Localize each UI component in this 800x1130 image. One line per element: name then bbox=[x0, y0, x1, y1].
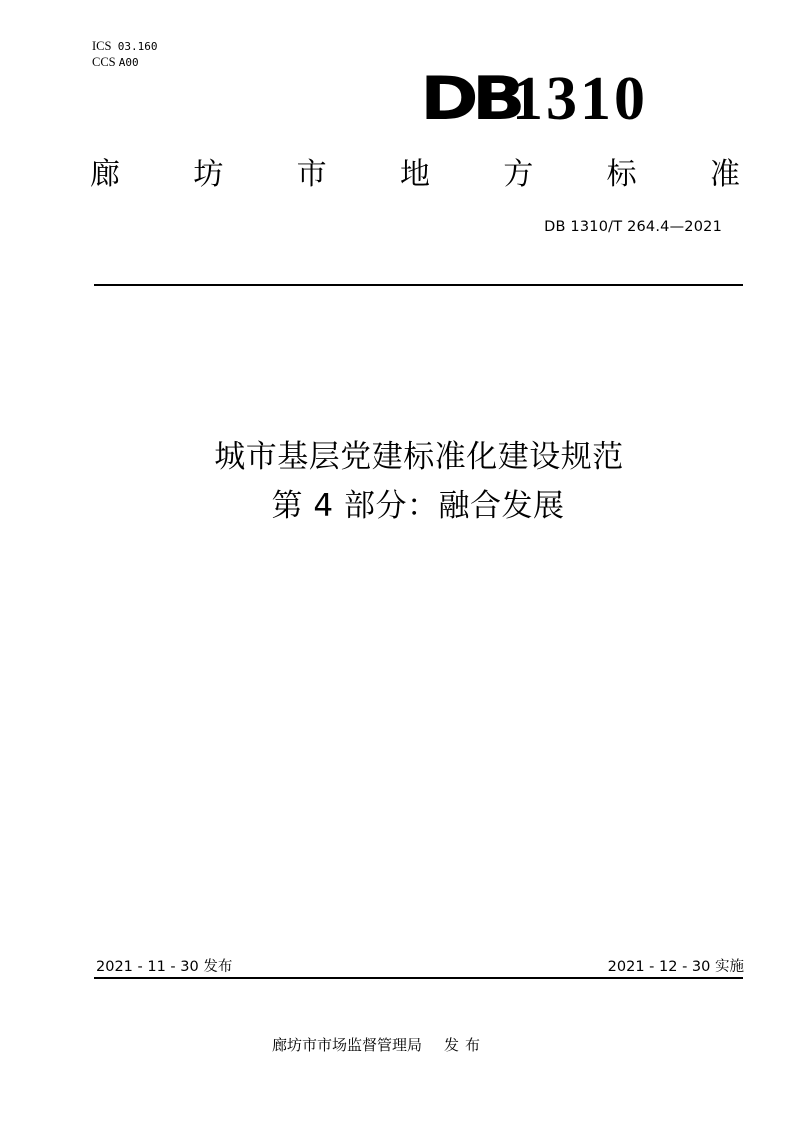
standard-type-char: 市 bbox=[296, 157, 327, 192]
issuer-line bbox=[272, 1034, 486, 1055]
ccs-line bbox=[92, 55, 139, 70]
standard-type-char: 廊 bbox=[90, 157, 120, 192]
effective-date: 2021 - 12 - 30 实施 bbox=[607, 959, 744, 975]
db-logo bbox=[420, 64, 710, 134]
issuer-name: 廊坊市市场监督管理局 bbox=[272, 1036, 423, 1054]
publish-date: 2021 - 11 - 30 发布 bbox=[96, 959, 233, 975]
standard-number: DB 1310/T 264.4—2021 bbox=[544, 219, 722, 235]
standard-type-char: 地 bbox=[399, 157, 430, 192]
ics-label: ICS bbox=[92, 39, 112, 53]
db-region-code: 1310 bbox=[512, 65, 648, 133]
top-divider bbox=[94, 284, 743, 286]
standard-type-char: 准 bbox=[709, 157, 740, 192]
standard-type-char: 方 bbox=[503, 157, 534, 192]
standard-type-char: 标 bbox=[606, 157, 637, 192]
standard-type-heading bbox=[90, 152, 740, 198]
db-mark: DB bbox=[420, 64, 519, 134]
ics-code: 03.160 bbox=[117, 40, 158, 53]
ics-line bbox=[92, 39, 157, 54]
bottom-divider bbox=[94, 977, 743, 979]
document-subtitle: 第 4 部分：融合发展 bbox=[271, 488, 565, 524]
issuer-action: 发布 bbox=[444, 1036, 487, 1054]
standard-type-char: 坊 bbox=[193, 157, 224, 192]
ccs-code: A00 bbox=[118, 56, 139, 69]
ccs-label: CCS bbox=[92, 55, 116, 69]
document-title: 城市基层党建标准化建设规范 bbox=[214, 439, 624, 475]
